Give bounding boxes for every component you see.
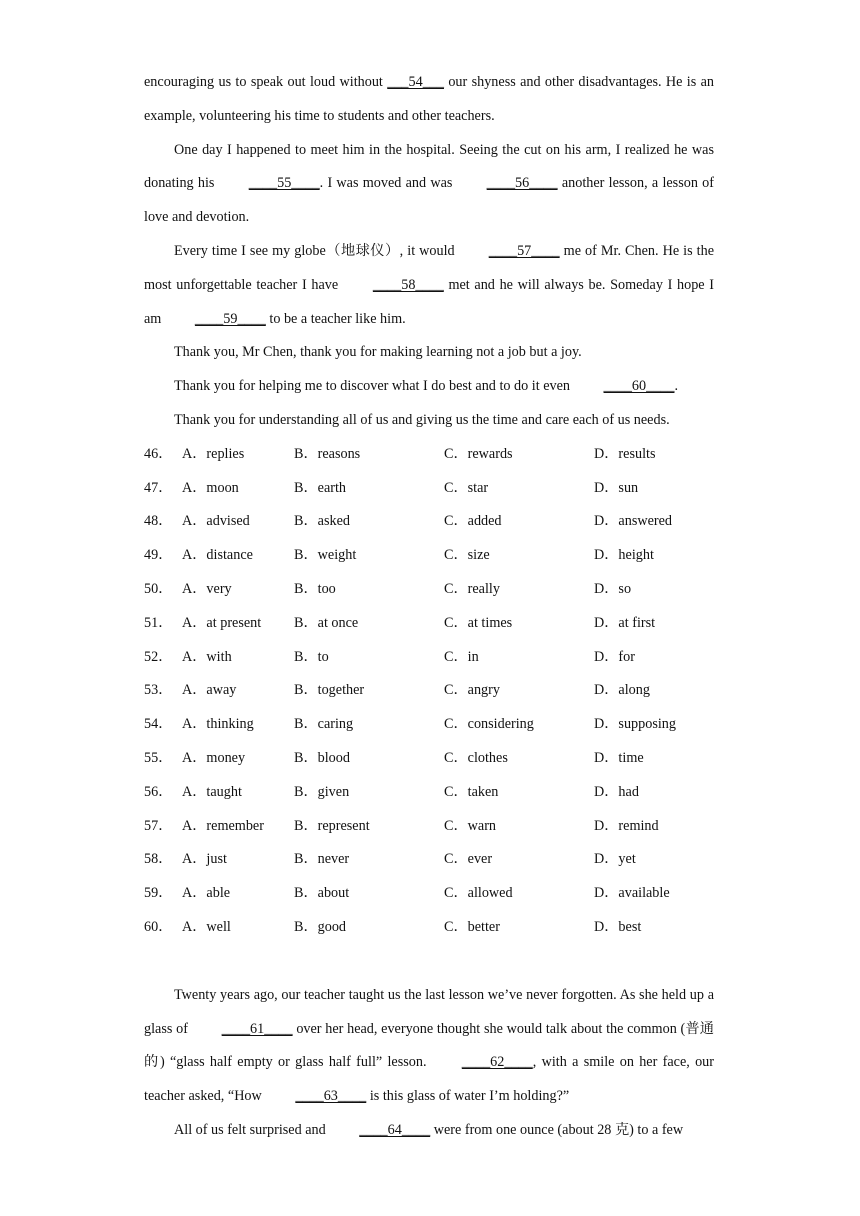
option-b: B．represent <box>294 817 370 834</box>
option-d: D．yet <box>594 851 636 868</box>
option-c: C．size <box>444 547 490 564</box>
text: . I was moved and was <box>319 175 457 192</box>
text: All of us felt surprised and <box>174 1121 330 1138</box>
option-a: A．very <box>182 580 232 597</box>
paragraph-5 <box>144 370 714 404</box>
paragraph-2 <box>144 134 714 235</box>
option-b: B．given <box>294 783 350 800</box>
option-a: A．advised <box>182 513 250 530</box>
blank-56: ____56____ <box>486 175 558 192</box>
option-a: A．replies <box>182 445 245 462</box>
question-row <box>144 708 714 742</box>
option-a: A．able <box>182 885 231 902</box>
question-row <box>144 877 714 911</box>
text: Every time I see my globe（地球仪）, it would <box>174 242 459 259</box>
option-a: A．away <box>182 682 237 699</box>
option-d: D．height <box>594 547 654 564</box>
option-c: C．allowed <box>444 885 513 902</box>
option-d: D．had <box>594 783 639 800</box>
option-d: D．sun <box>594 479 639 496</box>
paragraph-6: Thank you for understanding all of us and giving us the time and care each of us needs. <box>174 411 670 428</box>
text: were from one ounce (about 28 克) to a few <box>430 1121 684 1138</box>
option-b: B．to <box>294 648 329 665</box>
question-row <box>144 843 714 877</box>
blank-55: ____55____ <box>248 175 320 192</box>
option-d: D．at first <box>594 614 656 631</box>
question-number: 49． <box>144 547 173 564</box>
paragraph-4: Thank you, Mr Chen, thank you for making learning not a job but a joy. <box>174 344 582 361</box>
option-c: C．at times <box>444 614 513 631</box>
question-row <box>144 776 714 810</box>
option-c: C．clothes <box>444 749 508 766</box>
question-row <box>144 539 714 573</box>
options-list <box>144 438 714 945</box>
option-a: A．distance <box>182 547 253 564</box>
option-a: A．at present <box>182 614 262 631</box>
text: to be a teacher like him. <box>265 310 406 327</box>
option-b: B．blood <box>294 749 350 766</box>
option-d: D．results <box>594 445 656 462</box>
question-number: 57． <box>144 817 173 834</box>
option-b: B．reasons <box>294 445 361 462</box>
option-c: C．ever <box>444 851 493 868</box>
option-d: D．so <box>594 580 632 597</box>
question-row <box>144 472 714 506</box>
option-a: A．remember <box>182 817 264 834</box>
blank-60: ____60____ <box>603 378 675 395</box>
question-number: 46． <box>144 445 173 462</box>
option-d: D．for <box>594 648 635 665</box>
text: , with a smile on her face, our teacher asked, “How <box>144 1054 714 1105</box>
paragraph-3 <box>144 235 714 336</box>
blank-58: ____58____ <box>372 276 444 293</box>
text: over her head, everyone thought she would talk about the common (普通的) “glass half empty or glass half full” lesson. <box>144 1020 714 1071</box>
blank-54: ___54___ <box>387 74 444 90</box>
question-number: 54． <box>144 716 173 733</box>
option-b: B．at once <box>294 614 359 631</box>
question-number: 50． <box>144 580 173 597</box>
option-b: B．weight <box>294 547 357 564</box>
question-number: 56． <box>144 783 173 800</box>
option-d: D．time <box>594 749 644 766</box>
question-row <box>144 573 714 607</box>
question-number: 51． <box>144 614 173 631</box>
option-d: D．supposing <box>594 716 676 733</box>
question-number: 53． <box>144 682 173 699</box>
option-d: D．answered <box>594 513 673 530</box>
blank-61: ____61____ <box>221 1020 293 1037</box>
text: another lesson, a lesson of love and devotion. <box>144 175 714 226</box>
option-a: A．well <box>182 918 231 935</box>
option-c: C．taken <box>444 783 499 800</box>
option-b: B．asked <box>294 513 350 530</box>
option-a: A．with <box>182 648 232 665</box>
passage2-paragraph-1 <box>144 979 714 1114</box>
option-b: B．about <box>294 885 350 902</box>
option-a: A．moon <box>182 479 239 496</box>
option-c: C．in <box>444 648 479 665</box>
question-number: 59． <box>144 885 173 902</box>
text: met and he will always be. Someday I hope I am <box>144 276 714 327</box>
question-row <box>144 674 714 708</box>
option-b: B．too <box>294 580 336 597</box>
option-d: D．remind <box>594 817 659 834</box>
question-number: 52． <box>144 648 173 665</box>
passage2-paragraph-2 <box>144 1114 714 1148</box>
option-d: D．best <box>594 918 642 935</box>
option-a: A．thinking <box>182 716 254 733</box>
option-d: D．along <box>594 682 650 699</box>
question-number: 48． <box>144 513 173 530</box>
option-b: B．never <box>294 851 350 868</box>
option-c: C．really <box>444 580 500 597</box>
text: Thank you for helping me to discover what I do best and to do it even <box>174 378 574 395</box>
blank-57: ____57____ <box>488 242 560 259</box>
text: Twenty years ago, our teacher taught us the last lesson we’ve never forgotten. As she held up a glass of <box>144 986 714 1037</box>
text: One day I happened to meet him in the hospital. Seeing the cut on his arm, I realized he was donating his <box>144 141 714 192</box>
text: our shyness and other disadvantages. He is an example, volunteering his time to students and other teachers. <box>144 74 715 124</box>
text: encouraging us to speak out loud without <box>144 74 388 90</box>
option-c: C．added <box>444 513 502 530</box>
option-a: A．money <box>182 749 246 766</box>
option-c: C．rewards <box>444 445 513 462</box>
question-number: 47． <box>144 479 173 496</box>
option-b: B．earth <box>294 479 347 496</box>
option-a: A．just <box>182 851 227 868</box>
text: is this glass of water I’m holding?” <box>366 1088 570 1105</box>
option-d: D．available <box>594 885 670 902</box>
blank-63: ____63____ <box>295 1088 367 1105</box>
question-row <box>144 641 714 675</box>
text: me of Mr. Chen. He is the most unforgettable teacher I have <box>144 242 715 293</box>
question-row <box>144 911 714 945</box>
option-c: C．angry <box>444 682 500 699</box>
option-b: B．caring <box>294 716 354 733</box>
question-row <box>144 438 714 472</box>
option-b: B．good <box>294 918 347 935</box>
question-row <box>144 607 714 641</box>
blank-64: ____64____ <box>359 1121 431 1138</box>
document-page <box>144 66 714 1148</box>
text: . <box>674 378 679 395</box>
option-c: C．star <box>444 479 489 496</box>
question-number: 58． <box>144 851 173 868</box>
question-number: 60． <box>144 918 173 935</box>
question-row <box>144 742 714 776</box>
blank-59: ____59____ <box>194 310 266 327</box>
question-row <box>144 505 714 539</box>
question-number: 55． <box>144 749 173 766</box>
section-gap <box>144 945 714 979</box>
option-c: C．considering <box>444 716 534 733</box>
option-c: C．warn <box>444 817 497 834</box>
question-row <box>144 810 714 844</box>
option-c: C．better <box>444 918 500 935</box>
paragraph-1 <box>144 66 714 134</box>
blank-62: ____62____ <box>461 1054 533 1071</box>
option-b: B．together <box>294 682 365 699</box>
option-a: A．taught <box>182 783 242 800</box>
